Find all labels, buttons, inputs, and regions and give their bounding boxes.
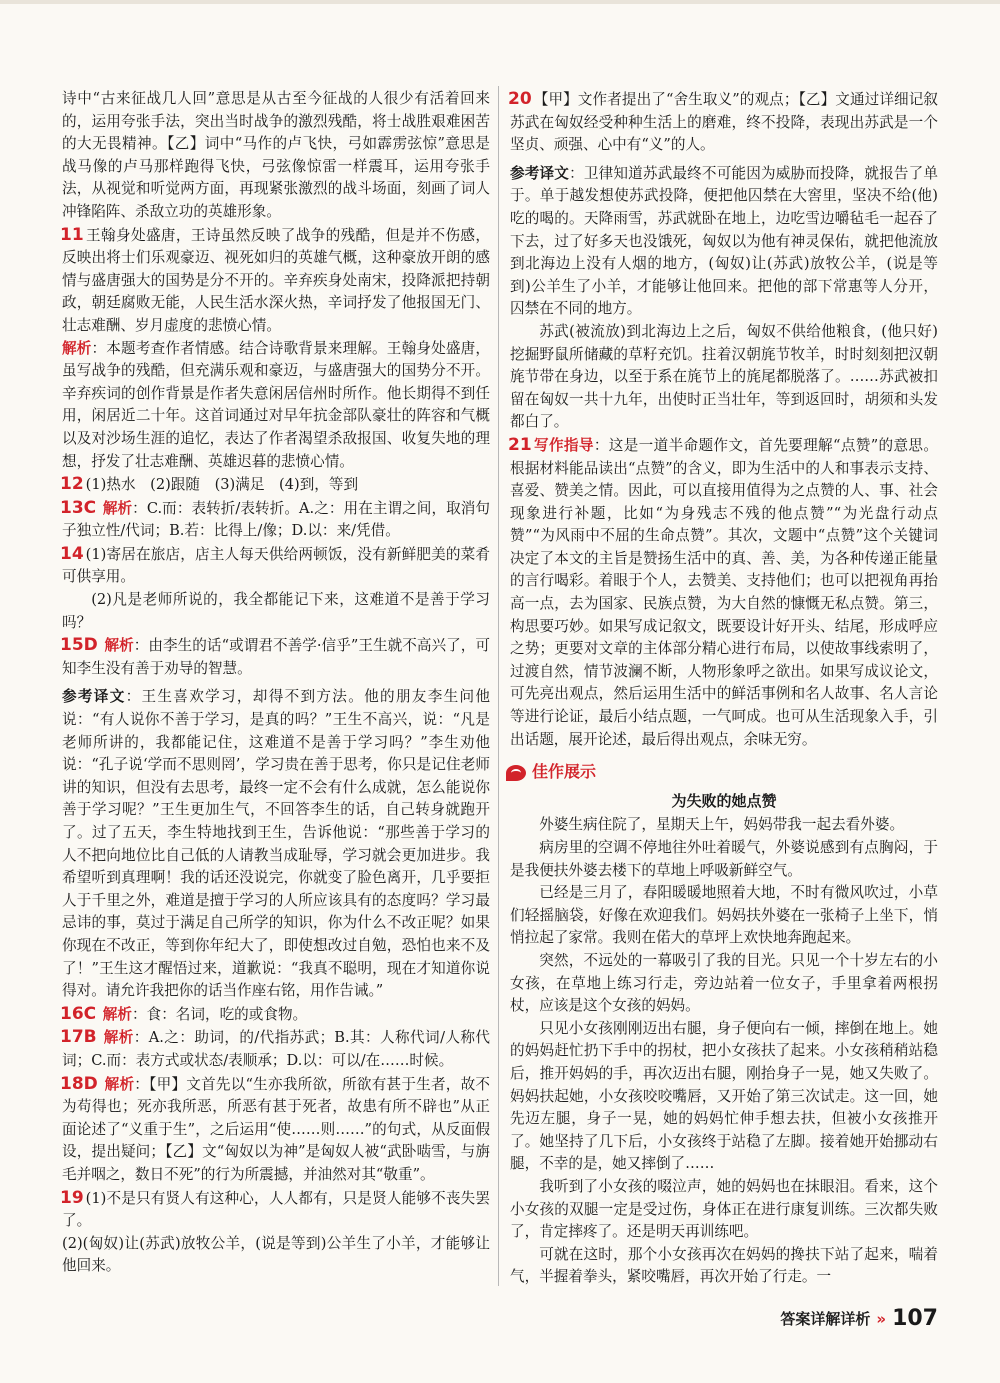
answer-text: (1)寄居在旅店，店主人每天供给两顿饭，没有新鲜肥美的菜肴可供享用。 [62,545,490,586]
question-number: 13 [60,497,84,518]
analysis-label: 解析 [62,339,92,357]
sample-essay-heading [506,761,938,784]
reference-label: 参考译文 [62,688,126,706]
column-divider [498,86,499,1286]
essay-paragraph: 可就在这时，那个小女孩再次在妈妈的搀扶下站了起来，喘着气，半握着拳头，紧咬嘴唇，再次开始了行走。一 [510,1245,938,1286]
answer-14-part2: (2)凡是老师所说的，我全都能记下来，这难道不是善于学习吗？ [62,591,490,631]
answer-choice: C [83,497,97,518]
answer-12 [62,473,490,497]
answer-20 [510,88,938,157]
page-number: 107 [892,1306,938,1331]
left-column [62,88,490,1278]
answer-19-part2: (2)(匈奴)让(苏武)放牧公羊，(说是等到)公羊生了小羊，才能够让他回来。 [62,1234,490,1275]
question-number: 14 [60,543,84,564]
essay-paragraph: 只见小女孩刚刚迈出右腿，身子便向右一倾，摔倒在地上。她的妈妈赶忙扔下手中的拐杖，把小女孩扶了起来。小女孩稍稍站稳后，推开妈妈的手，再次迈出右腿，刚抬身子一晃，她又失败了。妈妈扶起她，小女孩咬咬嘴唇，又开始了第三次试走。这一回，她先迈左腿，身子一晃，她的妈妈忙伸手想去扶，但被小女孩推开了。她坚持了几下后，小女孩终于站稳了左脚。接着她开始挪动右腿，不幸的是，她又摔倒了…… [510,1019,938,1173]
analysis-label: 解析 [102,1005,132,1023]
question-number: 19 [60,1187,84,1208]
answer-choice: B [83,1027,97,1048]
speech-bubble-icon [506,765,526,781]
essay-paragraph: 我听到了小女孩的啜泣声，她的妈妈也在抹眼泪。看来，这个小女孩的双腿一定是受过伤，身体正在进行康复训练。三次都失败了，肯定摔疼了。还是明天再训练吧。 [510,1177,938,1241]
answer-19 [62,1187,490,1233]
answer-15 [62,634,490,680]
question-number: 11 [60,224,84,245]
double-chevron-icon: » [876,1309,887,1328]
reference-translation-2 [510,163,938,321]
analysis-text: ：C.而：表转折/表转折。A.之：用在主谓之间，取消句子独立性/代词；B.若：比得上/像；D.以：来/凭借。 [62,499,490,540]
q10-continued: 诗中“古来征战几人回”意思是从古至今征战的人很少有活着回来的，运用夸张手法，突出当时战争的激烈残酷，将士战胜艰难困苦的大无畏精神。【乙】词中“马作的卢飞快，弓如霹雳弦惊”意思是战马像的卢马那样跑得飞快，弓弦像惊雷一样震耳，运用夸张手法，从视觉和听觉两方面，再现紧张激烈的战斗场面，刻画了词人冲锋陷阵、杀敌立功的英雄形象。 [62,90,490,220]
essay-title: 为失败的她点赞 [671,791,777,810]
analysis-label: 解析 [104,1075,135,1093]
answer-16 [62,1003,490,1027]
question-number: 18 [60,1073,84,1094]
answer-text: (1)不是只有贤人有这种心，人人都有，只是贤人能够不丧失罢了。 [62,1189,490,1230]
essay-paragraph: 突然，不远处的一幕吸引了我的目光。只见一个十岁左右的小女孩，在草地上练习行走，旁边站着一位女子，手里拿着两根拐杖，应该是这个女孩的妈妈。 [510,951,938,1015]
right-column [510,88,938,1289]
reference-text: ：卫律知道苏武最终不可能因为威胁而投降，就报告了单于。单于越发想使苏武投降，便把他囚禁在大窖里，坚决不给(他)吃的喝的。天降雨雪，苏武就卧在地上，边吃雪边嚼毡毛一起吞了下去，过了好多天也没饿死，匈奴以为他有神灵保佑，就把他流放到北海边上没有人烟的地方，(匈奴)让(苏武)放牧公羊，(说是等到)公羊生了小羊，才能够让他回来。把他的部下常惠等人分开，囚禁在不同的地方。 [510,164,938,318]
answer-17 [62,1026,490,1072]
answer-choice: D [83,1073,98,1094]
answer-14 [62,543,490,589]
analysis-text: ：本题考查作者情感。结合诗歌背景来理解。王翰身处盛唐，虽写战争的残酷，但充满乐观和豪迈，与盛唐强大的国势分不开。辛弃疾词的创作背景是作者失意闲居信州时所作。他长期得不到任用，闲居近二十年。这首词通过对早年抗金部队豪壮的阵容和气概以及对沙场生涯的追忆，表达了作者渴望杀敌报国、收复失地的理想，抒发了壮志难酬、英雄迟暮的悲愤心情。 [62,339,490,470]
analysis-11 [62,338,490,474]
analysis-label: 解析 [102,499,133,517]
writing-guide-text: ：这是一道半命题作文，首先要理解“点赞”的意思。根据材料能品读出“点赞”的含义，即为生活中的人和事表示支持、喜爱、赞美之情。因此，可以直接用值得为之点赞的人、事、社会现象进行补题，比如“为身残志不残的他点赞”“为光盘行动点赞”“为风雨中不屈的生命点赞”。其次，文题中“点赞”这个关键词决定了本文的主旨是赞扬生活中的真、善、美，为各种传递正能量的言行喝彩。着眼于个人，去赞美、支持他们；也可以把视角再抬高一点，去为国家、民族点赞，为大自然的慷慨无私点赞。第三，构思要巧妙。如果写成记叙文，既要设计好开头、结尾，形成呼应之势；更要对文章的主体部分精心进行布局，以使故事线索明了，过渡自然，情节波澜不断，人物形象呼之欲出。如果写成议论文，可先亮出观点，然后运用生活中的鲜活事例和名人故事、名人言论等进行论证，最后小结点题，一气呵成。也可从生活现象入手，引出话题，展开论述，最后得出观点，余味无穷。 [510,436,938,748]
top-edge [0,0,1000,4]
answer-11 [62,224,490,338]
answer-21 [510,434,938,751]
analysis-text: ：【甲】文首先以“生亦我所欲，所欲有甚于生者，故不为苟得也；死亦我所恶，所恶有甚于死者，故患有所不辟也”从正面论述了“义重于生”，之后运用“使……则……”的句式，从反面假设，提出疑问；【乙】文“匈奴以为神”是匈奴人被“武卧啮雪，与旃毛并咽之，数日不死”的行为所震撼，并油然对其“敬重”。 [62,1075,490,1183]
page-footer [780,1306,938,1331]
answer-text: 【甲】文作者提出了“舍生取义”的观点；【乙】文通过详细记叙苏武在匈奴经受种种生活上的磨难，终不投降，表现出苏武是一个坚贞、顽强、心中有“义”的人。 [510,91,938,154]
answer-text: 王翰身处盛唐，王诗虽然反映了战争的残酷，但是并不伤感，反映出将士们乐观豪迈、视死如归的英雄气概，这种豪放开朗的感情与盛唐强大的国势是分不开的。辛弃疾身处南宋，投降派把持朝政，朝廷腐败无能，人民生活水深火热，辛词抒发了他报国无门、壮志难酬、岁月虚度的悲愤心情。 [62,226,490,334]
analysis-text: ：食：名词，吃的或食物。 [132,1005,308,1023]
answer-18 [62,1073,490,1187]
analysis-label: 解析 [104,637,134,655]
reference-label: 参考译文 [510,164,570,182]
answer-text: (1)热水 (2)跟随 (3)满足 (4)到，等到 [85,476,359,494]
essay-paragraph: 外婆生病住院了，星期天上午，妈妈带我一起去看外婆。 [539,816,905,834]
question-number: 17 [60,1027,84,1048]
question-number: 16 [60,1003,84,1024]
reference-text-continued: 苏武(被流放)到北海边上之后，匈奴不供给他粮食，(他只好)挖掘野鼠所储藏的草籽充饥。拄着汉朝旄节牧羊，时时刻刻把汉朝旄节带在身边，以至于系在旄节上的旄尾都脱落了。……苏武被扣留在匈奴一共十九年，出使时正当壮年，等到返回时，胡须和头发都白了。 [510,322,938,431]
analysis-text: ：A.之：助词，的/代指苏武；B.其：人称代词/人称代词；C.而：表方式或状态/表顺承；D.以：可以/在……时候。 [62,1029,490,1069]
sample-essay-title: 佳作展示 [532,762,597,782]
answer-choice: C [83,1003,97,1024]
analysis-label: 解析 [103,1029,134,1047]
answer-13 [62,497,490,543]
analysis-text: ：由李生的话“或谓君不善学·信乎”王生就不高兴了，可知李生没有善于劝导的智慧。 [62,637,490,677]
essay-paragraph: 已经是三月了，春阳暖暖地照着大地，不时有微风吹过，小草们轻摇脑袋，好像在欢迎我们。妈妈扶外婆在一张椅子上坐下，悄悄拉起了家常。我则在偌大的草坪上欢快地奔跑起来。 [510,884,938,947]
answer-choice: D [83,635,98,656]
writing-guide-label: 写作指导 [533,436,594,454]
question-number: 15 [60,635,84,656]
reference-text: ：王生喜欢学习，却得不到方法。他的朋友李生问他说：“有人说你不善于学习，是真的吗？”王生不高兴，说：“凡是老师所讲的，我都能记住，这难道不是善于学习吗？”李生劝他说：“孔子说‘学而不思则罔’，学习贵在善于思考，你只是记住老师讲的知识，但没有去思考，最终一定不会有什么成就，怎么能说你善于学习呢？”王生更加生气，不回答李生的话，自己转身就跑开了。过了五天，李生特地找到王生，告诉他说：“那些善于学习的人不把向地位比自己低的人请教当成耻辱，学习就会更加进步。我希望听到真理啊！我的话还没说完，你就变了脸色离开，几乎要拒人于千里之外，难道是擅于学习的人所应该具有的态度吗？学习最忌讳的事，莫过于满足自己所学的知识，你为什么不改正呢？如果你现在不改正，等到你年纪大了，即使想改过自勉，恐怕也来不及了！”王生这才醒悟过来，道歉说：“我真不聪明，现在才知道你说得对。请允许我把你的话当作座右铭，用作告诫。” [62,688,490,1000]
footer-label: 答案详解详析 [780,1310,871,1328]
question-number: 20 [508,89,532,109]
question-number: 12 [60,474,84,495]
reference-translation-1 [62,686,490,1002]
essay-paragraph: 病房里的空调不停地往外吐着暖气，外婆说感到有点胸闷，于是我便扶外婆去楼下的草地上呼吸新鲜空气。 [510,839,938,879]
question-number: 21 [508,434,532,455]
